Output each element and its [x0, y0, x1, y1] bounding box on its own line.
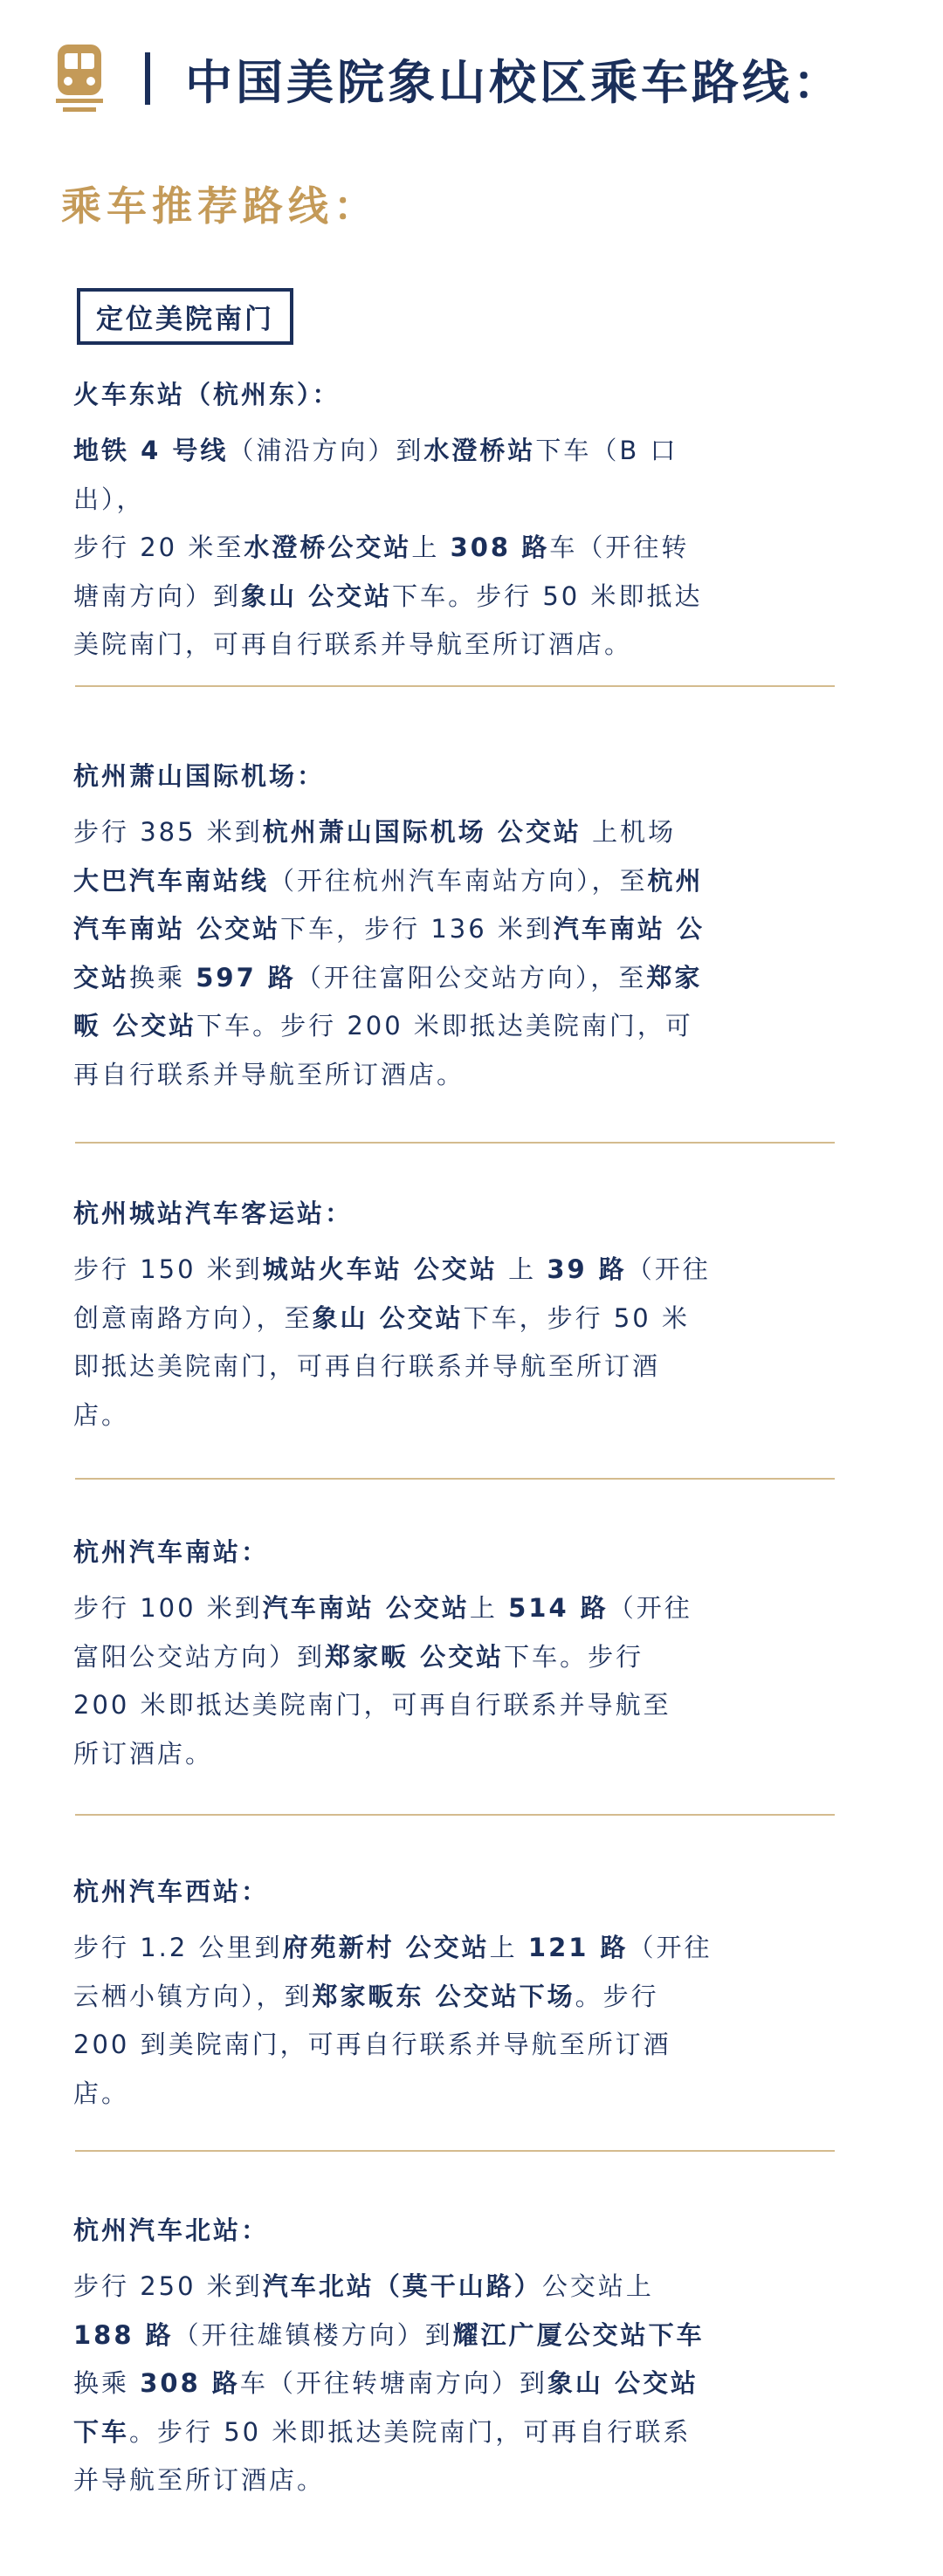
route-line — [73, 1681, 737, 1730]
route-line-text: 下车。步行 50 米即抵达 — [392, 580, 703, 611]
location-tag: 定位美院南门 — [77, 288, 293, 345]
route-line-text: 车（开往转 — [549, 532, 690, 562]
route-line — [73, 2070, 737, 2119]
route-line-highlight: 下车 — [73, 2416, 130, 2447]
section-heading: 乘车推荐路线： — [61, 182, 379, 230]
route-line-text: 下车（B 口出）， — [73, 436, 678, 514]
route-line — [73, 808, 737, 857]
route-line-text: （开往杭州汽车南站方向），至 — [269, 865, 648, 896]
route-body — [73, 1924, 737, 2118]
route-line-highlight: 杭州萧山国际机场 公交站 — [262, 817, 582, 847]
route-line-highlight: 府苑新村 公交站 — [282, 1933, 490, 1962]
route-line-highlight: 188 路 — [73, 2319, 174, 2350]
route-line-highlight: 城站火车站 公交站 — [262, 1254, 498, 1284]
route-title: 杭州城站汽车客运站： — [73, 1199, 354, 1228]
route-line — [73, 1973, 737, 2022]
route-line — [73, 1051, 737, 1100]
route-line-highlight: 杭州 — [647, 865, 704, 896]
route-line-text: 塘南方向）到 — [73, 580, 242, 611]
route-block — [73, 1872, 737, 2118]
route-line — [73, 857, 737, 906]
route-line-highlight: 象山 公交站 — [547, 2368, 699, 2398]
route-line-text: 下车。步行 — [504, 1641, 644, 1672]
route-line-highlight: 水澄桥站 — [423, 436, 536, 465]
route-line-text: 上 — [489, 1933, 528, 1962]
route-line-highlight: 514 路 — [508, 1593, 609, 1623]
route-line-text: 下车。步行 200 米即抵达美院南门，可 — [196, 1011, 693, 1041]
route-line — [73, 621, 737, 670]
route-body — [73, 1246, 737, 1439]
route-line — [73, 1343, 737, 1391]
route-line-highlight: 汽车南站 公交站 — [262, 1593, 470, 1623]
route-line-highlight: 耀江广厦公交站下车 — [452, 2319, 705, 2350]
route-line — [73, 573, 737, 622]
route-line-text: （开往富阳公交站方向），至 — [295, 962, 647, 993]
route-line-text: 即抵达美院南门，可再自行联系并导航至所订酒 — [73, 1351, 661, 1381]
route-line-highlight: 郑家 — [646, 962, 703, 993]
route-line-highlight: 象山 公交站 — [241, 580, 393, 611]
route-body — [73, 1584, 737, 1778]
route-line-highlight: 汽车南站 公交站 — [73, 914, 281, 944]
route-line-highlight: 路 — [521, 532, 550, 562]
route-line — [73, 2021, 737, 2070]
route-line-text: 步行 250 米到 — [73, 2271, 263, 2301]
route-block — [73, 1194, 737, 1439]
route-title: 杭州萧山国际机场： — [73, 761, 326, 791]
route-line-text: 换乘 — [73, 2368, 141, 2398]
route-line-highlight: 郑家畈 公交站 — [325, 1641, 505, 1672]
route-line — [73, 524, 737, 573]
route-line-text: 换乘 — [129, 962, 196, 993]
route-line-highlight: 汽车北站（莫干山路） — [262, 2271, 542, 2301]
route-line-highlight: 汽车南站 公 — [553, 914, 706, 944]
route-line-text: 200 米即抵达美院南门，可再自行联系并导航至 — [73, 1690, 671, 1720]
route-line — [73, 2360, 737, 2408]
route-line-text: 步行 150 米到 — [73, 1254, 263, 1284]
route-line-text: 下车，步行 136 米到 — [280, 914, 554, 944]
route-line — [73, 2263, 737, 2312]
page-title: 中国美院象山校区乘车路线： — [185, 54, 843, 110]
route-line-text: （开往 — [628, 1933, 712, 1962]
section-divider — [75, 685, 835, 687]
route-line-text: 上 — [411, 532, 451, 562]
route-line-text: 店。 — [73, 1399, 130, 1430]
route-line-text: 。步行 50 米即抵达美院南门，可再自行联系 — [129, 2416, 692, 2447]
route-line-text: （开往 — [626, 1254, 711, 1284]
route-line-text: 下车，步行 50 米 — [463, 1302, 690, 1333]
route-line-text — [511, 532, 521, 562]
route-line-text: （开往雄镇楼方向）到 — [173, 2319, 453, 2350]
route-block — [73, 375, 737, 670]
route-line-text: 步行 385 米到 — [73, 817, 263, 847]
section-divider — [75, 1478, 835, 1480]
route-line — [73, 905, 737, 954]
route-title: 杭州汽车西站： — [73, 1877, 270, 1906]
route-line-highlight: 象山 公交站 — [312, 1302, 464, 1333]
route-body — [73, 427, 737, 670]
route-line-highlight: 308 — [450, 532, 512, 562]
route-line-text: 上 — [469, 1593, 509, 1623]
route-line — [73, 1295, 737, 1343]
route-line — [73, 1584, 737, 1633]
header-divider-bar — [145, 52, 150, 105]
route-line-highlight: 交站 — [73, 962, 130, 993]
route-line-highlight: 308 路 — [140, 2368, 240, 2398]
route-block — [73, 1533, 737, 1778]
route-line-text: 所订酒店。 — [73, 1738, 214, 1769]
route-line-text: 云栖小镇方向），到 — [73, 1981, 313, 2011]
route-line — [73, 1246, 737, 1295]
route-line — [73, 1002, 737, 1051]
route-line-highlight: 地铁 4 号线 — [73, 436, 229, 465]
route-line-text: 。步行 — [575, 1981, 659, 2011]
section-divider — [75, 2150, 835, 2152]
route-line-text: （开往 — [608, 1593, 692, 1623]
route-line-text: 车（开往转塘南方向）到 — [239, 2368, 547, 2398]
train-icon — [54, 43, 105, 114]
route-line — [73, 1391, 737, 1440]
route-line-highlight: 39 路 — [547, 1254, 627, 1284]
page-header — [54, 35, 843, 122]
route-line-text: 公交站上 — [541, 2271, 654, 2301]
route-line-text: 上机场 — [581, 817, 677, 847]
route-line — [73, 1924, 737, 1973]
route-body — [73, 2263, 737, 2505]
route-line-highlight: 121 路 — [527, 1933, 629, 1962]
route-line-text: 上 — [497, 1254, 547, 1284]
route-block — [73, 2211, 737, 2505]
route-line-highlight: 郑家畈东 公交站下场 — [312, 1981, 575, 2011]
route-line-text: 富阳公交站方向）到 — [73, 1641, 326, 1672]
route-line-text: 步行 20 米至 — [73, 532, 244, 562]
route-line-text: 店。 — [73, 2078, 130, 2108]
route-line — [73, 954, 737, 1003]
route-line-text: 200 到美院南门，可再自行联系并导航至所订酒 — [73, 2030, 671, 2059]
route-line-text: 美院南门，可再自行联系并导航至所订酒店。 — [73, 629, 633, 659]
route-title: 杭州汽车北站： — [73, 2215, 270, 2245]
route-line-text: 并导航至所订酒店。 — [73, 2465, 326, 2495]
route-line — [73, 2408, 737, 2457]
route-block — [73, 757, 737, 1099]
route-line — [73, 1730, 737, 1779]
section-divider — [75, 1142, 835, 1144]
route-line-text: 创意南路方向），至 — [73, 1302, 313, 1333]
route-line — [73, 2456, 737, 2505]
route-line-text: 步行 100 米到 — [73, 1593, 263, 1623]
route-line — [73, 427, 737, 524]
route-title: 杭州汽车南站： — [73, 1537, 270, 1567]
route-body — [73, 808, 737, 1099]
route-line-text: （浦沿方向）到 — [228, 436, 424, 465]
route-line — [73, 2312, 737, 2360]
route-line-highlight: 597 路 — [196, 962, 296, 993]
route-line-highlight: 水澄桥公交站 — [244, 532, 412, 562]
section-divider — [75, 1814, 835, 1816]
route-line-text: 再自行联系并导航至所订酒店。 — [73, 1059, 465, 1089]
route-line-highlight: 大巴汽车南站线 — [73, 865, 270, 896]
route-line-highlight: 畈 公交站 — [73, 1011, 197, 1041]
route-title: 火车东站（杭州东）： — [73, 380, 341, 409]
route-line-text: 步行 1.2 公里到 — [73, 1933, 283, 1962]
route-line — [73, 1633, 737, 1682]
